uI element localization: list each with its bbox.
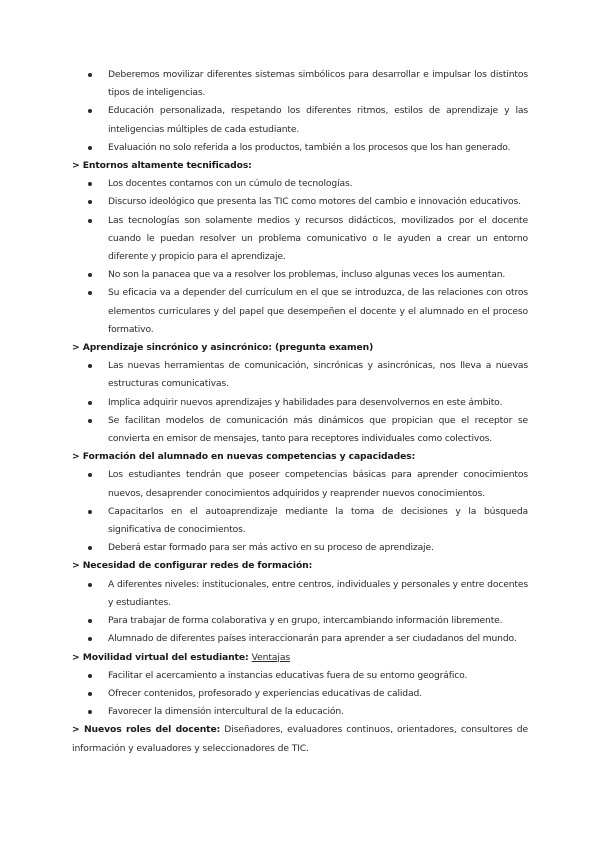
- list-item: No son la panacea que va a resolver los problemas, incluso algunas veces los aumentan.: [108, 266, 528, 284]
- list-item: Para trabajar de forma colaborativa y en grupo, intercambiando información libremente.: [108, 612, 528, 630]
- section-aprendizaje: [72, 339, 528, 448]
- list-item: Las tecnologías son solamente medios y recursos didácticos, movilizados por el docente cuando le puedan resolver un problema comunicativo o le ayuden a crear un entorno diferente y propicio para el aprendizaje.: [108, 212, 528, 267]
- list-item: Los docentes contamos con un cúmulo de tecnologías.: [108, 175, 528, 193]
- section-heading: [72, 649, 528, 667]
- section-heading: > Entornos altamente tecnificados:: [72, 160, 252, 172]
- list-item: Las nuevas herramientas de comunicación, sincrónicas y asincrónicas, nos lleva a nuevas estructuras comunicativas.: [108, 357, 528, 393]
- section-redes: [72, 557, 528, 648]
- list-item: Facilitar el acercamiento a instancias educativas fuera de su entorno geográfico.: [108, 667, 528, 685]
- list-item: Se facilitan modelos de comunicación más dinámicos que propician que el receptor se convierta en emisor de mensajes, tanto para receptores individuales como colectivos.: [108, 412, 528, 448]
- ventajas-link[interactable]: Ventajas: [251, 651, 291, 663]
- section-movilidad: [72, 649, 528, 722]
- list-item: Discurso ideológico que presenta las TIC como motores del cambio e innovación educativos.: [108, 193, 528, 211]
- bullet-list: [72, 357, 528, 448]
- closing-text: Diseñadores, evaluadores continuos, orientadores, consultores de información y evaluadores y seleccionadores de TIC.: [72, 724, 529, 754]
- list-item: Alumnado de diferentes países interaccionarán para aprender a ser ciudadanos del mundo.: [108, 630, 528, 648]
- section-heading: > Formación del alumnado en nuevas competencias y capacidades:: [72, 451, 416, 463]
- list-item: Deberemos movilizar diferentes sistemas simbólicos para desarrollar e impulsar los distintos tipos de inteligencias.: [108, 66, 528, 102]
- section-heading: > Necesidad de configurar redes de formación:: [72, 560, 313, 572]
- section-heading: > Aprendizaje sincrónico y asincrónico: (pregunta examen): [72, 342, 374, 354]
- list-item: Los estudiantes tendrán que poseer competencias básicas para aprender conocimientos nuevos, desaprender conocimientos adquiridos y reaprender nuevos conocimientos.: [108, 466, 528, 502]
- list-item: A diferentes niveles: institucionales, entre centros, individuales y personales y entre docentes y estudiantes.: [108, 576, 528, 612]
- closing-paragraph: [72, 721, 528, 757]
- list-item: Su eficacia va a depender del currículum en el que se introduzca, de las relaciones con otros elementos curriculares y del papel que desempeñen el docente y el alumnado en el proceso formativo.: [108, 284, 528, 339]
- bullet-list: [72, 175, 528, 339]
- list-item: Implica adquirir nuevos aprendizajes y habilidades para desenvolvernos en este ámbito.: [108, 394, 528, 412]
- section-entornos: [72, 157, 528, 339]
- bullet-list: [72, 667, 528, 722]
- intro-list: [72, 66, 528, 157]
- heading-text: > Movilidad virtual del estudiante:: [72, 651, 249, 663]
- list-item: Capacitarlos en el autoaprendizaje mediante la toma de decisiones y la búsqueda significativa de conocimientos.: [108, 503, 528, 539]
- list-item: Deberá estar formado para ser más activo en su proceso de aprendizaje.: [108, 539, 528, 557]
- closing-heading: > Nuevos roles del docente:: [72, 724, 221, 736]
- section-formacion: [72, 448, 528, 557]
- list-item: Ofrecer contenidos, profesorado y experiencias educativas de calidad.: [108, 685, 528, 703]
- list-item: Educación personalizada, respetando los diferentes ritmos, estilos de aprendizaje y las inteligencias múltiples de cada estudiante.: [108, 102, 528, 138]
- list-item: Favorecer la dimensión intercultural de la educación.: [108, 703, 528, 721]
- bullet-list: [72, 466, 528, 557]
- list-item: Evaluación no solo referida a los productos, también a los procesos que los han generado.: [108, 139, 528, 157]
- bullet-list: [72, 576, 528, 649]
